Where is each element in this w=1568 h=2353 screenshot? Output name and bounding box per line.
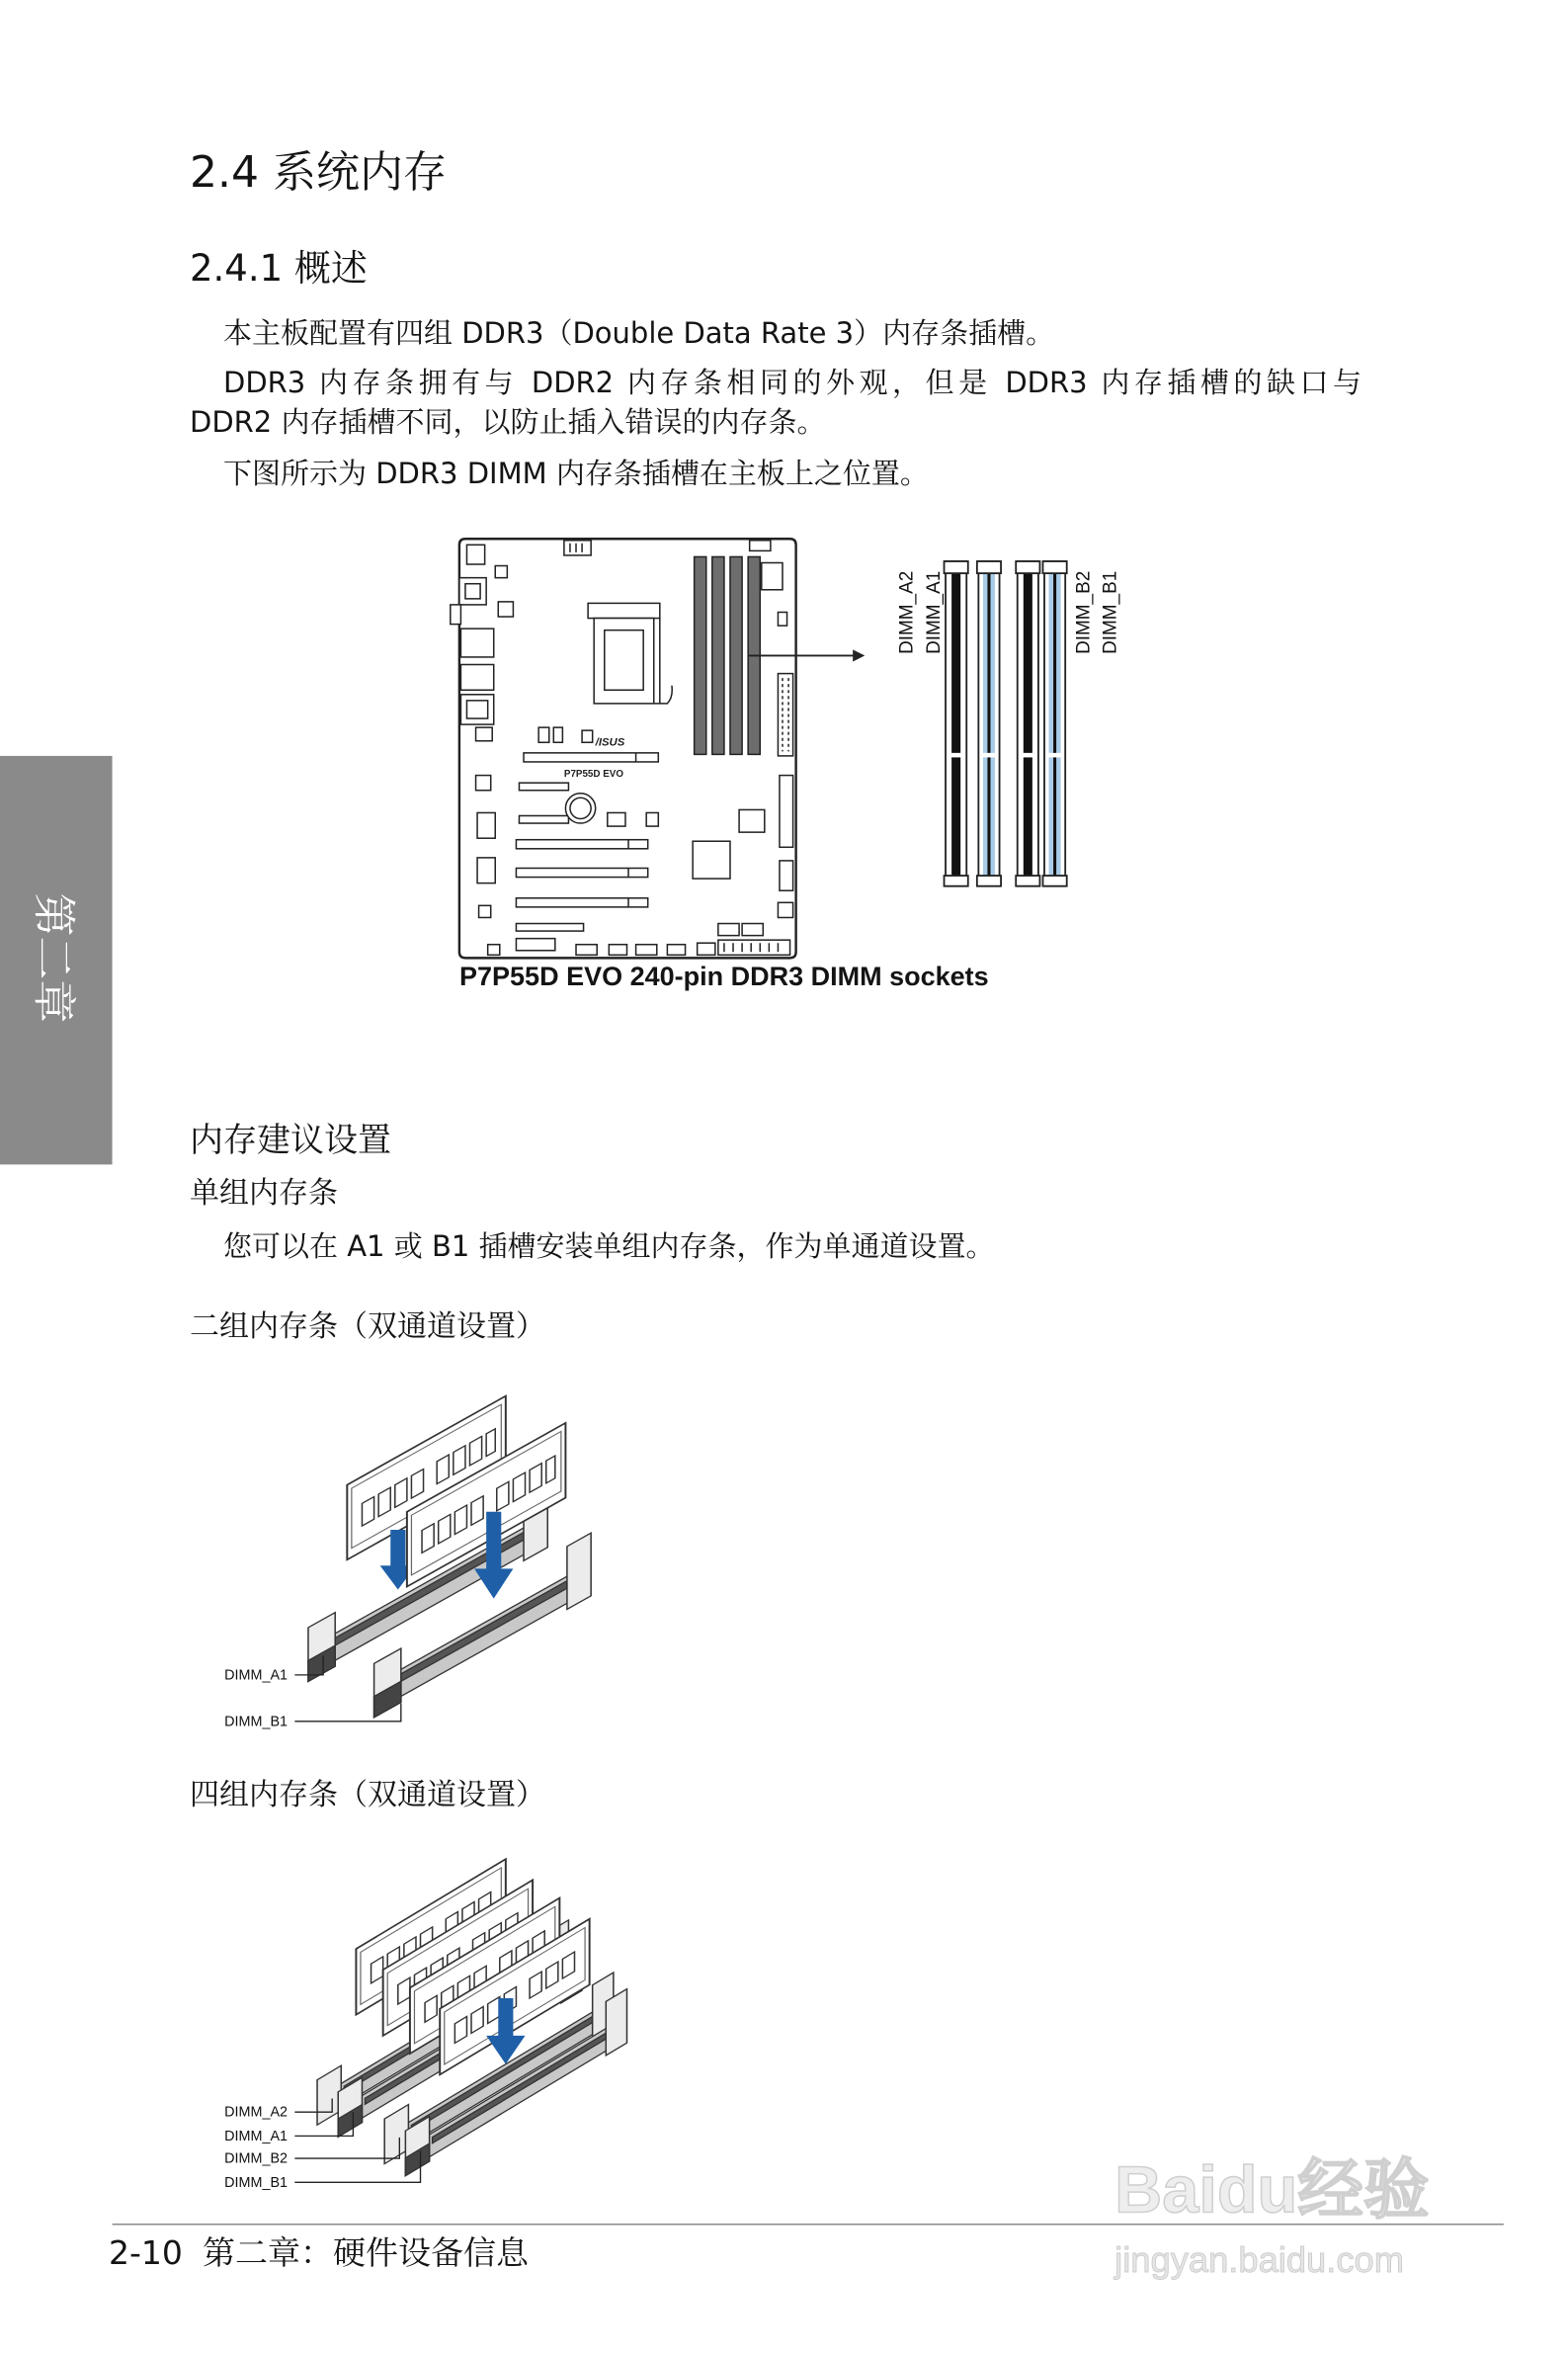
dimm-slot-closeup — [945, 561, 1067, 886]
single-module-heading: 单组内存条 — [190, 1176, 338, 1211]
page-number: 2-10 — [109, 2233, 183, 2272]
board-dimm-slot — [695, 556, 706, 754]
slot-label-dimm-a1: DIMM_A1 — [923, 570, 945, 654]
four-module-label-b1: DIMM_B1 — [224, 2174, 289, 2191]
slot-label-dimm-a2: DIMM_A2 — [896, 570, 918, 654]
dimm-slot-a2 — [945, 561, 968, 886]
figure-caption: P7P55D EVO 240-pin DDR3 DIMM sockets — [459, 962, 989, 991]
two-module-label-b1: DIMM_B1 — [224, 1714, 289, 1730]
footer-chapter-title: 第二章：硬件设备信息 — [203, 2233, 529, 2272]
dimm-slot-a1 — [977, 561, 1001, 886]
subsection-title: 2.4.1 概述 — [190, 247, 368, 290]
recommended-settings-heading: 内存建议设置 — [190, 1121, 391, 1160]
dimm-slot-b1 — [1042, 561, 1066, 886]
leader-line — [294, 2151, 420, 2183]
four-module-label-a2: DIMM_A2 — [224, 2104, 289, 2121]
two-module-illustration — [294, 1396, 591, 1722]
single-module-text: 您可以在 A1 或 B1 插槽安装单组内存条，作为单通道设置。 — [223, 1229, 995, 1263]
four-module-illustration — [294, 1859, 626, 2182]
side-chapter-tab — [0, 756, 113, 1164]
dimm-slot-b2 — [1016, 561, 1039, 886]
four-module-label-a1: DIMM_A1 — [224, 2128, 289, 2144]
slot-label-dimm-b1: DIMM_B1 — [1100, 570, 1121, 654]
board-model-name: P7P55D EVO — [563, 769, 623, 781]
four-module-label-b2: DIMM_B2 — [224, 2150, 289, 2167]
chipset — [693, 841, 730, 879]
cpu-socket — [588, 603, 672, 703]
board-logo: /ISUS — [595, 736, 625, 749]
watermark — [1114, 2154, 1429, 2281]
board-dimm-slot — [730, 556, 742, 754]
watermark-url: jingyan.baidu.com — [1114, 2239, 1404, 2281]
two-module-heading: 二组内存条（双通道设置） — [190, 1309, 545, 1344]
overview-paragraph-2-line-2: DDR2 内存插槽不同，以防止插入错误的内存条。 — [190, 405, 826, 439]
side-tab-label: 第二章 — [29, 892, 78, 1024]
overview-paragraph-2-line-1: DDR3 内存条拥有与 DDR2 内存条相同的外观，但是 DDR3 内存插槽的缺口与 — [223, 366, 1362, 399]
board-dimm-slot — [712, 556, 724, 754]
four-module-heading: 四组内存条（双通道设置） — [190, 1778, 545, 1812]
watermark-logo: Baidu经验 — [1114, 2153, 1430, 2227]
two-module-label-a1: DIMM_A1 — [224, 1667, 289, 1684]
slot-label-dimm-b2: DIMM_B2 — [1073, 570, 1095, 654]
cmos-battery — [565, 794, 595, 823]
overview-paragraph-3: 下图所示为 DDR3 DIMM 内存条插槽在主板上之位置。 — [223, 457, 929, 490]
atx-power-connector — [778, 674, 792, 756]
section-title: 2.4 系统内存 — [190, 147, 447, 198]
overview-paragraph-1: 本主板配置有四组 DDR3（Double Data Rate 3）内存条插槽。 — [223, 316, 1055, 350]
motherboard-diagram — [451, 539, 796, 958]
